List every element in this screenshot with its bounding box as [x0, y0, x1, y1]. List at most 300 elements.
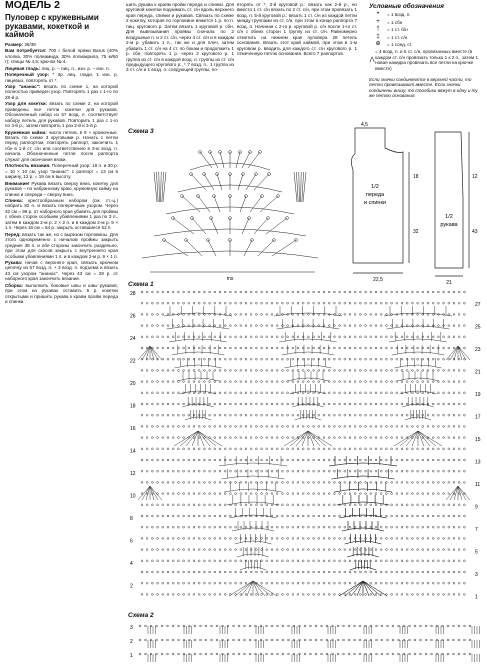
chain-mark — [375, 403, 377, 405]
chain-mark — [334, 482, 336, 484]
chain-mark — [276, 347, 278, 349]
chain-mark — [313, 347, 315, 349]
chain-mark — [401, 493, 403, 495]
chain-mark — [453, 347, 455, 349]
chain-mark — [157, 549, 159, 551]
chain-mark — [162, 526, 164, 528]
chain-mark — [337, 639, 339, 641]
article-paragraph — [5, 72, 118, 83]
chain-mark — [417, 549, 419, 551]
chain-mark — [198, 493, 200, 495]
chain-mark — [308, 448, 310, 450]
chain-mark — [230, 526, 232, 528]
chain-mark — [339, 526, 341, 528]
chain-mark — [432, 526, 434, 528]
chain-mark — [287, 482, 289, 484]
chain-mark — [412, 515, 414, 517]
chain-mark — [438, 459, 440, 461]
chain-mark — [271, 582, 273, 584]
chain-mark — [271, 470, 273, 472]
legend-symbol: • — [376, 11, 380, 18]
chain-mark — [339, 515, 341, 517]
chain-mark — [453, 325, 455, 327]
chain-mark — [425, 639, 427, 641]
chain-mark — [256, 426, 258, 428]
chain-mark — [198, 549, 200, 551]
chain-mark — [162, 381, 164, 383]
chain-mark — [297, 482, 299, 484]
chain-mark — [146, 504, 148, 506]
chain-mark — [391, 493, 393, 495]
chain-mark — [193, 504, 195, 506]
chain-mark — [396, 571, 398, 573]
chain-mark — [323, 549, 325, 551]
chain-mark — [230, 515, 232, 517]
chain-mark — [318, 504, 320, 506]
chain-mark — [417, 526, 419, 528]
stitch-mark — [246, 174, 256, 190]
chain-mark — [271, 370, 273, 372]
chain-mark — [464, 639, 466, 641]
chain-mark — [219, 291, 221, 293]
chain-mark — [276, 470, 278, 472]
chain-mark — [344, 314, 346, 316]
chain-mark — [365, 291, 367, 293]
chain-mark — [438, 414, 440, 416]
chain-mark — [261, 504, 263, 506]
arc-mark — [392, 352, 444, 355]
chain-mark — [209, 291, 211, 293]
chain-mark — [219, 302, 221, 304]
chain-mark — [458, 549, 460, 551]
article-text-col3: вторять от *, 3-й круговой р.: вязать как 2-й р., но вместо 1 ст. с/н вязать по 2 ст. с/н, при этом провязать 1 возд. п. 5-й круговой р.: вязать 1 ст. с/н из каждой петли между группами из ст. с/н, при этом в конце раппорта 7 возд. п. Начиная с 2-го р. круговой р. с/н после 1-го ст. с/н с обеих сторон 1 группу из ст. с/н. Равномерно отметить на нижнем крае пуловера 28 петель основания. Вязать этот край каймой, при этом в 1-м круговом р. вводить для каждого ст. с/н кругового р. 1 отмеченную петлю основания. Всего 7 раппортов. — [237, 2, 357, 57]
chain-mark — [328, 470, 330, 472]
chain-mark — [235, 482, 237, 484]
chain-mark — [354, 571, 356, 573]
chain-mark — [141, 515, 143, 517]
chain-mark — [354, 403, 356, 405]
row-number-right: 9 — [475, 504, 478, 511]
chain-mark — [458, 381, 460, 383]
chain-mark — [391, 347, 393, 349]
chain-mark — [167, 392, 169, 394]
chain-mark — [297, 582, 299, 584]
chain-mark — [193, 459, 195, 461]
chain-mark — [318, 336, 320, 338]
chain-mark — [365, 381, 367, 383]
chain-mark — [412, 448, 414, 450]
chain-mark — [360, 448, 362, 450]
chain-mark — [464, 515, 466, 517]
chain-mark — [198, 414, 200, 416]
chain-mark — [387, 625, 389, 627]
chain-mark — [266, 625, 268, 627]
row-number-right: 7 — [475, 527, 478, 533]
chain-mark — [365, 459, 367, 461]
chain-mark — [266, 403, 268, 405]
chain-mark — [193, 392, 195, 394]
chain-mark — [412, 493, 414, 495]
chain-mark — [167, 538, 169, 540]
chain-mark — [219, 493, 221, 495]
chain-mark — [292, 470, 294, 472]
chain-mark — [453, 582, 455, 584]
chain-mark — [427, 291, 429, 293]
chain-mark — [167, 448, 169, 450]
chain-mark — [396, 526, 398, 528]
chain-mark — [334, 347, 336, 349]
chain-mark — [464, 526, 466, 528]
stitch-mark — [242, 152, 250, 168]
chain-mark — [323, 336, 325, 338]
chain-mark — [391, 392, 393, 394]
chain-mark — [282, 515, 284, 517]
chain-mark — [235, 370, 237, 372]
chain-mark — [271, 493, 273, 495]
chain-mark — [448, 582, 450, 584]
chain-mark — [344, 381, 346, 383]
chain-mark — [250, 358, 252, 360]
arc-mark — [232, 528, 274, 531]
chain-mark — [271, 437, 273, 439]
article-column-1 — [5, 0, 118, 306]
chain-mark — [271, 504, 273, 506]
chain-mark — [219, 448, 221, 450]
chain-mark — [256, 560, 258, 562]
chain-mark — [365, 336, 367, 338]
chain-mark — [152, 403, 154, 405]
chain-mark — [266, 560, 268, 562]
chain-mark — [209, 426, 211, 428]
chain-mark — [339, 426, 341, 428]
chain-mark — [282, 549, 284, 551]
chain-mark — [297, 549, 299, 551]
chain-mark — [261, 403, 263, 405]
paragraph-lead: Спинка: — [5, 198, 24, 204]
chain-mark — [427, 504, 429, 506]
chain-mark — [458, 594, 460, 596]
chain-mark — [323, 426, 325, 428]
paragraph-lead: Рукава: — [5, 260, 23, 265]
chain-mark — [188, 549, 190, 551]
chain-mark — [323, 470, 325, 472]
chain-mark — [297, 291, 299, 293]
chain-mark — [282, 302, 284, 304]
chain-mark — [146, 325, 148, 327]
chain-mark — [188, 381, 190, 383]
chain-mark — [313, 515, 315, 517]
chain-mark — [313, 571, 315, 573]
chain-mark — [240, 560, 242, 562]
chain-mark — [214, 370, 216, 372]
chain-mark — [230, 571, 232, 573]
chain-mark — [359, 639, 361, 641]
chain-mark — [141, 482, 143, 484]
chain-mark — [287, 336, 289, 338]
legend-text: = 1 ст. б/н — [387, 27, 408, 33]
chain-mark — [256, 482, 258, 484]
chain-mark — [157, 515, 159, 517]
chain-mark — [380, 347, 382, 349]
chain-mark — [167, 403, 169, 405]
chain-mark — [224, 594, 226, 596]
chain-mark — [194, 625, 196, 627]
chain-mark — [292, 538, 294, 540]
chain-mark — [380, 448, 382, 450]
chain-mark — [464, 504, 466, 506]
stitch-mark — [198, 196, 210, 212]
chain-mark — [152, 392, 154, 394]
chain-mark — [266, 370, 268, 372]
chain-mark — [204, 381, 206, 383]
stitch-mark — [211, 218, 218, 234]
chain-mark — [271, 403, 273, 405]
chain-mark — [139, 625, 141, 627]
chain-mark — [406, 582, 408, 584]
chain-mark — [438, 560, 440, 562]
arc-mark — [334, 489, 392, 492]
chain-mark — [256, 571, 258, 573]
chain-mark — [328, 482, 330, 484]
chain-mark — [287, 493, 289, 495]
chain-mark — [318, 448, 320, 450]
chain-mark — [282, 381, 284, 383]
chain-mark — [464, 291, 466, 293]
chain-mark — [240, 381, 242, 383]
chain-mark — [464, 381, 466, 383]
chain-mark — [412, 291, 414, 293]
chain-mark — [297, 381, 299, 383]
chain-mark — [396, 358, 398, 360]
chain-mark — [391, 560, 393, 562]
chain-mark — [292, 515, 294, 517]
chain-mark — [266, 414, 268, 416]
chain-mark — [308, 560, 310, 562]
chain-mark — [427, 549, 429, 551]
chain-mark — [188, 515, 190, 517]
chain-mark — [172, 504, 174, 506]
chain-mark — [167, 594, 169, 596]
chain-mark — [240, 549, 242, 551]
chain-mark — [391, 482, 393, 484]
chain-mark — [308, 370, 310, 372]
chain-mark — [141, 571, 143, 573]
chain-mark — [438, 358, 440, 360]
chain-mark — [146, 302, 148, 304]
chain-mark — [412, 414, 414, 416]
chain-mark — [230, 403, 232, 405]
row-number-right: 27 — [475, 302, 481, 308]
chain-mark — [318, 482, 320, 484]
chain-mark — [318, 347, 320, 349]
chain-mark — [193, 493, 195, 495]
chain-mark — [162, 448, 164, 450]
chain-mark — [162, 291, 164, 293]
chain-mark — [417, 347, 419, 349]
chain-mark — [146, 594, 148, 596]
arc-mark — [405, 417, 431, 420]
chain-mark — [304, 639, 306, 641]
chain-mark — [406, 549, 408, 551]
chain-mark — [141, 392, 143, 394]
chain-mark — [302, 549, 304, 551]
chain-mark — [349, 594, 351, 596]
chain-mark — [401, 549, 403, 551]
paragraph-text: выполнить боковые швы и швы рукавов, при этом на рукавах оставить 5 р. кокетки открытыми и пришить рукава к краям пройм переда и спинки. — [5, 282, 118, 305]
chain-mark — [216, 625, 218, 627]
chain-mark — [344, 392, 346, 394]
chain-mark — [219, 549, 221, 551]
chain-mark — [204, 302, 206, 304]
chain-mark — [172, 571, 174, 573]
chain-mark — [256, 392, 258, 394]
chain-mark — [214, 325, 216, 327]
chain-mark — [427, 347, 429, 349]
chain-mark — [271, 653, 273, 655]
chain-mark — [157, 370, 159, 372]
chain-mark — [339, 470, 341, 472]
chain-mark — [183, 403, 185, 405]
chain-mark — [152, 538, 154, 540]
paragraph-text: Рукава вязать сверху вниз, кокетку для рукавов – по набранному краю, кружевную кайму на спинке и спереди – сверху вниз. — [5, 180, 118, 197]
chain-mark — [302, 571, 304, 573]
chain-mark — [313, 538, 315, 540]
chain-mark — [240, 482, 242, 484]
chain-mark — [339, 414, 341, 416]
chain-mark — [354, 504, 356, 506]
chain-mark — [276, 571, 278, 573]
chain-mark — [448, 437, 450, 439]
chain-mark — [188, 571, 190, 573]
chain-mark — [162, 504, 164, 506]
chain-mark — [453, 448, 455, 450]
chain-mark — [328, 426, 330, 428]
chain-mark — [297, 470, 299, 472]
chain-mark — [337, 625, 339, 627]
chain-mark — [438, 515, 440, 517]
chain-mark — [409, 653, 411, 655]
chain-mark — [370, 504, 372, 506]
chain-mark — [204, 482, 206, 484]
chain-mark — [297, 526, 299, 528]
chain-mark — [152, 571, 154, 573]
chain-mark — [401, 482, 403, 484]
chain-mark — [235, 448, 237, 450]
pattern-pieces — [345, 118, 487, 288]
chain-mark — [348, 653, 350, 655]
chain-mark — [406, 459, 408, 461]
chain-mark — [141, 291, 143, 293]
arc-mark — [185, 417, 211, 420]
chain-mark — [344, 370, 346, 372]
chain-mark — [146, 482, 148, 484]
chain-mark — [380, 325, 382, 327]
chain-mark — [282, 653, 284, 655]
chain-mark — [302, 336, 304, 338]
chain-mark — [323, 414, 325, 416]
chain-mark — [233, 639, 235, 641]
arc-mark — [164, 313, 232, 316]
chain-mark — [386, 526, 388, 528]
chain-mark — [334, 302, 336, 304]
chain-mark — [464, 594, 466, 596]
chain-mark — [193, 381, 195, 383]
chain-mark — [365, 482, 367, 484]
chain-mark — [458, 448, 460, 450]
chain-mark — [204, 594, 206, 596]
chain-mark — [141, 437, 143, 439]
chain-mark — [464, 470, 466, 472]
chain-mark — [396, 392, 398, 394]
chain-mark — [188, 538, 190, 540]
chain-mark — [167, 625, 169, 627]
chain-mark — [453, 653, 455, 655]
chain-mark — [302, 426, 304, 428]
chain-mark — [469, 653, 471, 655]
chain-mark — [292, 381, 294, 383]
chain-mark — [224, 358, 226, 360]
chain-mark — [292, 347, 294, 349]
chain-mark — [354, 549, 356, 551]
chain-mark — [354, 291, 356, 293]
chain-mark — [297, 538, 299, 540]
chain-mark — [370, 336, 372, 338]
chain-mark — [349, 347, 351, 349]
chain-mark — [250, 370, 252, 372]
chain-mark — [297, 347, 299, 349]
chain-mark — [427, 582, 429, 584]
chain-mark — [167, 582, 169, 584]
chain-mark — [162, 594, 164, 596]
chain-mark — [313, 493, 315, 495]
chain-mark — [417, 437, 419, 439]
chain-mark — [339, 437, 341, 439]
chain-mark — [204, 549, 206, 551]
paragraph-text: начав с верхнего края, связать крючком цепочку из 57 возд. п. + 3 возд. п. подъема и вязать 43 см узором "ананас". Через 43 см = 28 р. от наборного края закончить вязание. — [5, 260, 118, 282]
chain-mark — [344, 482, 346, 484]
chain-mark — [219, 459, 221, 461]
chain-mark — [209, 370, 211, 372]
row-number-right: 13 — [475, 459, 481, 466]
chain-mark — [308, 571, 310, 573]
chain-mark — [417, 302, 419, 304]
chain-mark — [458, 526, 460, 528]
chain-mark — [240, 448, 242, 450]
chain-mark — [318, 302, 320, 304]
arc-mark — [172, 352, 224, 355]
chain-mark — [230, 493, 232, 495]
chain-mark — [427, 571, 429, 573]
chain-mark — [188, 594, 190, 596]
chain-mark — [250, 392, 252, 394]
chain-mark — [464, 448, 466, 450]
chain-mark — [146, 526, 148, 528]
chain-mark — [458, 325, 460, 327]
chain-mark — [422, 381, 424, 383]
chain-mark — [240, 336, 242, 338]
chain-mark — [172, 426, 174, 428]
chain-mark — [380, 314, 382, 316]
chain-mark — [172, 358, 174, 360]
chain-mark — [464, 482, 466, 484]
chain-mark — [287, 314, 289, 316]
chain-mark — [376, 653, 378, 655]
chain-mark — [235, 347, 237, 349]
chain-mark — [167, 639, 169, 641]
chain-mark — [256, 538, 258, 540]
chain-mark — [417, 381, 419, 383]
chain-mark — [204, 448, 206, 450]
